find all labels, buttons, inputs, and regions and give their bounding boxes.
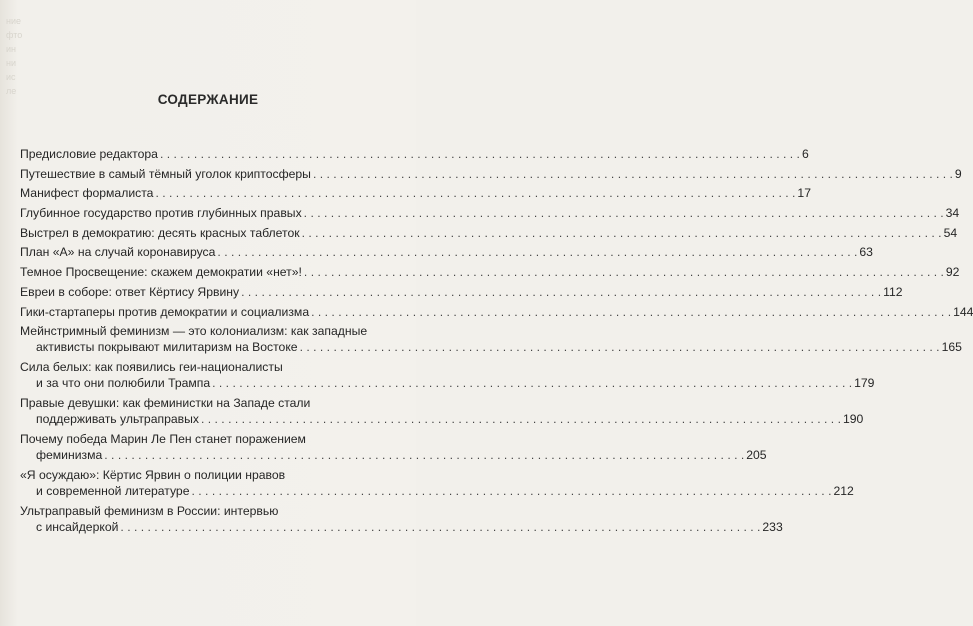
dot-leader (300, 340, 940, 354)
toc-entry-line (20, 185, 811, 201)
bleed-through-line: ние (6, 16, 22, 26)
toc-entry (20, 431, 767, 464)
dot-leader (104, 448, 744, 462)
dot-leader (241, 285, 881, 299)
toc-entry (20, 395, 864, 428)
toc-page-number: 6 (801, 147, 809, 161)
toc-entry (20, 323, 962, 356)
toc-entry-line (20, 225, 958, 241)
toc-entry-title: «Я осуждаю»: Кёртис Ярвин о полиции нравов (20, 468, 286, 483)
bleed-through-line: ле (6, 86, 17, 96)
toc-page-number: 190 (842, 412, 864, 427)
toc-entry-line (20, 519, 783, 535)
bleed-through-line: ис (6, 72, 16, 82)
toc-entry (20, 185, 811, 201)
toc-entry (20, 166, 962, 182)
toc-entry-line (20, 264, 960, 280)
toc-entry (20, 284, 903, 300)
toc-page-number: 63 (859, 245, 873, 260)
toc-page-number: 34 (945, 206, 960, 221)
toc-entry (20, 205, 960, 221)
toc-page-number: 9 (954, 166, 962, 181)
dot-leader (160, 147, 800, 161)
toc-entry-title: Сила белых: как появились геи-националисты (20, 360, 283, 375)
toc-entry-line (20, 483, 854, 499)
toc-entry-title: Почему победа Марин Ле Пен станет поражением (20, 432, 306, 447)
toc-entry-title: Манифест формалиста (20, 186, 154, 201)
toc-entry-title: Правые девушки: как феминистки на Западе стали (20, 396, 311, 411)
dot-leader (304, 206, 944, 220)
toc-entry-title: с инсайдеркой (36, 520, 119, 535)
dot-leader (217, 245, 857, 259)
toc-entry (20, 359, 875, 392)
toc-entry-title: План «А» на случай коронавируса (20, 245, 216, 260)
toc-entry-line (20, 166, 962, 182)
bleed-through-text (6, 14, 46, 98)
toc-entry (20, 503, 783, 536)
dot-leader (201, 412, 841, 426)
toc-page-number: 179 (854, 376, 875, 391)
toc-entry-title: Мейнстримный феминизм — это колониализм: как западные (20, 324, 368, 339)
toc-entry-line (20, 304, 973, 320)
dot-leader (192, 484, 832, 498)
toc-entry-title: и современной литературе (36, 484, 190, 499)
toc-entry-line (20, 244, 873, 260)
page-title: СОДЕРЖАНИЕ (157, 92, 259, 107)
toc-entry-line (20, 375, 875, 391)
toc-entry-line (20, 447, 767, 463)
toc-entry (20, 304, 973, 320)
toc-entry-title: Глубинное государство против глубинных правых (20, 206, 302, 221)
toc-page-number: 92 (945, 265, 960, 280)
dot-leader (155, 186, 795, 200)
toc-entry-title: Путешествие в самый тёмный уголок криптосферы (20, 166, 311, 181)
toc-page-number: 165 (941, 340, 962, 355)
dot-leader (311, 305, 951, 319)
bleed-through-line: ин (6, 44, 16, 54)
toc-page-number: 54 (943, 225, 958, 240)
toc-page-number: 144 (953, 304, 973, 319)
toc-page-number: 212 (833, 484, 854, 499)
toc-entry (20, 467, 854, 500)
toc-entry (20, 244, 873, 260)
toc-entry-title: поддерживать ультраправых (36, 412, 199, 427)
toc-entry-line (20, 411, 864, 427)
toc-page-number: 233 (762, 520, 783, 535)
toc-entry-title: и за что они полюбили Трампа (36, 376, 211, 391)
toc-entry-title: Евреи в соборе: ответ Кёртису Ярвину (20, 284, 240, 299)
toc-page-number: 112 (883, 284, 903, 299)
toc-entry-title: Гики-стартаперы против демократии и социализма (20, 304, 310, 319)
toc-entry-line (20, 146, 809, 162)
toc-entry-title: Предисловие редактора (20, 147, 158, 161)
toc-entry-title: Темное Просвещение: скажем демократии «нет»! (20, 265, 302, 280)
toc-page-number: 205 (746, 448, 767, 463)
dot-leader (120, 520, 760, 534)
toc-entry-line (20, 205, 960, 221)
bleed-through-line: ни (6, 58, 16, 68)
dot-leader (302, 226, 942, 240)
toc-entry-line (20, 284, 903, 300)
toc-entry-line (20, 339, 962, 355)
dot-leader (313, 167, 953, 181)
toc-entry (20, 146, 809, 162)
toc-entry-title: феминизма (36, 448, 103, 463)
toc-entry-title: активисты покрывают милитаризм на Востоке (36, 340, 298, 355)
table-of-contents (20, 146, 973, 539)
toc-entry (20, 264, 960, 280)
dot-leader (212, 376, 852, 390)
toc-page-number: 17 (797, 186, 811, 201)
toc-entry-title: Ультраправый феминизм в России: интервью (20, 504, 279, 519)
dot-leader (304, 265, 944, 279)
bleed-through-line: фто (6, 30, 23, 40)
toc-entry (20, 225, 958, 241)
toc-entry-title: Выстрел в демократию: десять красных таблеток (20, 225, 300, 240)
